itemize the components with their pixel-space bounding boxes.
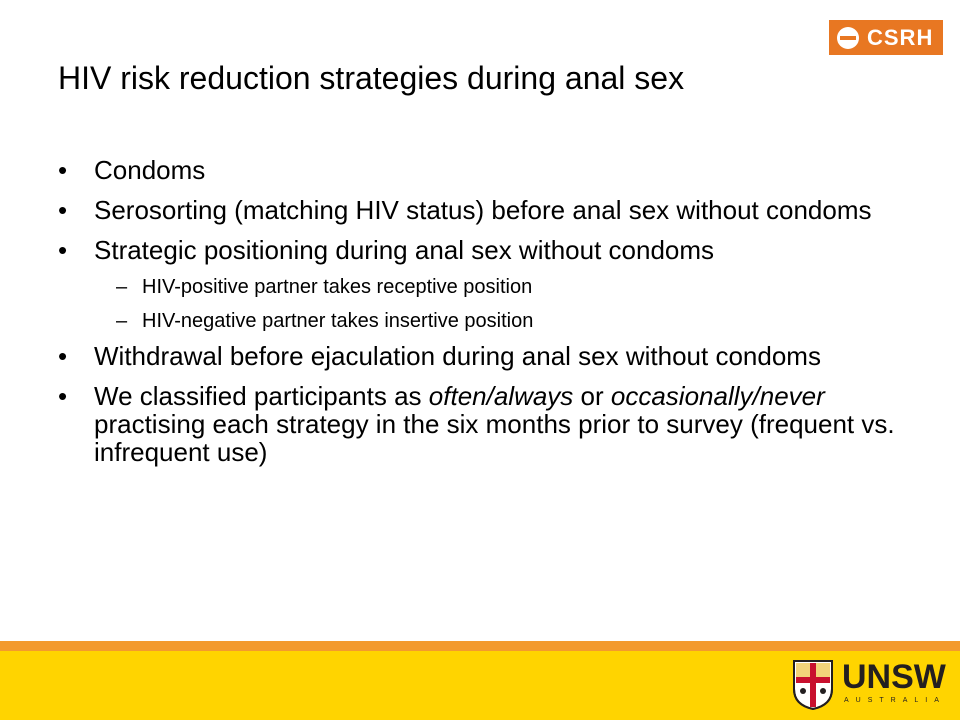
bullet-text-part: practising each strategy in the six months prior to survey (frequent vs. infrequent use) xyxy=(94,409,895,467)
sub-bullet-text: HIV-positive partner takes receptive position xyxy=(142,276,533,298)
bullet-text: Strategic positioning during anal sex without condoms xyxy=(94,235,715,265)
bullet-text xyxy=(94,381,895,467)
sub-bullet-item xyxy=(58,274,918,300)
sub-bullet-item xyxy=(58,308,918,334)
bullet-item xyxy=(58,236,918,264)
unsw-crest-icon xyxy=(792,659,834,711)
bullet-text-part: We classified participants as xyxy=(94,381,429,411)
bullet-icon: • xyxy=(58,155,68,185)
bullet-text: Serosorting (matching HIV status) before anal sex without condoms xyxy=(94,195,872,225)
bullet-emphasis: often/always xyxy=(428,381,574,411)
bullet-icon: • xyxy=(58,235,68,265)
bullet-item xyxy=(58,156,918,184)
bullet-item xyxy=(58,196,918,224)
bullet-emphasis: occasionally/never xyxy=(610,381,825,411)
bullet-icon: • xyxy=(58,381,68,411)
bullet-list xyxy=(58,156,918,478)
bullet-text-part: or xyxy=(573,381,611,411)
csrh-logo xyxy=(829,20,943,55)
sub-bullet-text: HIV-negative partner takes insertive position xyxy=(142,310,534,332)
bullet-icon: • xyxy=(58,195,68,225)
slide-title: HIV risk reduction strategies during anal sex xyxy=(58,60,685,96)
footer-orange-stripe xyxy=(0,641,960,651)
bullet-icon: • xyxy=(58,341,68,371)
unsw-logo xyxy=(792,657,952,717)
bullet-item xyxy=(58,342,918,370)
dash-icon: – xyxy=(116,310,128,332)
csrh-logo-text: CSRH xyxy=(867,24,934,50)
bullet-item xyxy=(58,382,918,466)
unsw-wordmark: UNSW xyxy=(842,658,946,696)
bullet-text: Withdrawal before ejaculation during anal sex without condoms xyxy=(94,341,821,371)
dash-icon: – xyxy=(116,276,128,298)
bullet-text: Condoms xyxy=(94,155,206,185)
unsw-subtitle: AUSTRALIA xyxy=(844,697,946,704)
csrh-mark-icon xyxy=(837,27,859,49)
